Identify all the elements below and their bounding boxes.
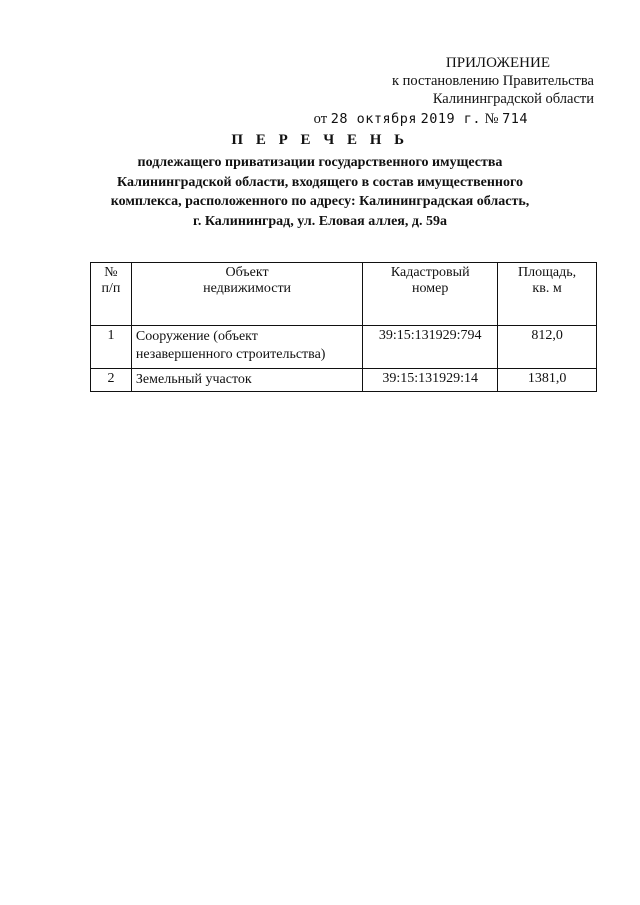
table-row	[91, 369, 597, 392]
row-cadastral: 39:15:131929:794	[363, 326, 498, 369]
heading-line-1: подлежащего приватизации государственного имущества	[137, 155, 503, 170]
header-area-line-2: кв. м	[532, 281, 562, 296]
property-table	[90, 262, 597, 392]
header-object-line-2: недвижимости	[203, 281, 292, 296]
header-area-line-1: Площадь,	[518, 265, 577, 280]
appendix-title: ПРИЛОЖЕНИЕ	[445, 55, 550, 71]
document-heading	[80, 132, 560, 231]
heading-title: П Е Р Е Ч Е Н Ь	[231, 132, 409, 148]
decree-number: 714	[502, 111, 528, 127]
header-area	[498, 263, 597, 326]
row-num: 1	[91, 326, 132, 369]
row-object-line-2: незавершенного строительства)	[135, 347, 326, 362]
row-area: 812,0	[498, 326, 597, 369]
date-value: 28 октября	[330, 111, 417, 127]
header-num-line-1: №	[104, 265, 118, 280]
header-object-line-1: Объект	[225, 265, 269, 280]
header-cadastral	[363, 263, 498, 326]
date-year: 2019 г.	[420, 111, 482, 127]
table-row	[91, 326, 597, 369]
number-sign: №	[484, 111, 499, 127]
heading-line-2: Калининградской области, входящего в состав имущественного	[117, 174, 523, 190]
date-prefix: от	[313, 111, 328, 127]
header-num	[91, 263, 132, 326]
row-area: 1381,0	[498, 369, 597, 392]
row-object	[131, 326, 362, 369]
table-header-row	[91, 263, 597, 326]
header-cadastral-line-2: номер	[412, 281, 449, 296]
header-num-line-2: п/п	[101, 281, 121, 296]
heading-line-4: г. Калининград, ул. Еловая аллея, д. 59а	[193, 213, 447, 229]
heading-line-3: комплекса, расположенного по адресу: Калининградская область,	[110, 194, 530, 209]
appendix-line-1: к постановлению Правительства	[392, 73, 594, 89]
appendix-date-line	[314, 110, 528, 128]
header-object	[131, 263, 362, 326]
row-object: Земельный участок	[131, 369, 362, 392]
row-cadastral: 39:15:131929:14	[363, 369, 498, 392]
header-cadastral-line-1: Кадастровый	[390, 265, 470, 280]
row-num: 2	[91, 369, 132, 392]
row-object-line-1: Сооружение (объект	[135, 329, 258, 344]
appendix-block	[314, 54, 594, 128]
appendix-line-2: Калининградской области	[432, 91, 594, 107]
